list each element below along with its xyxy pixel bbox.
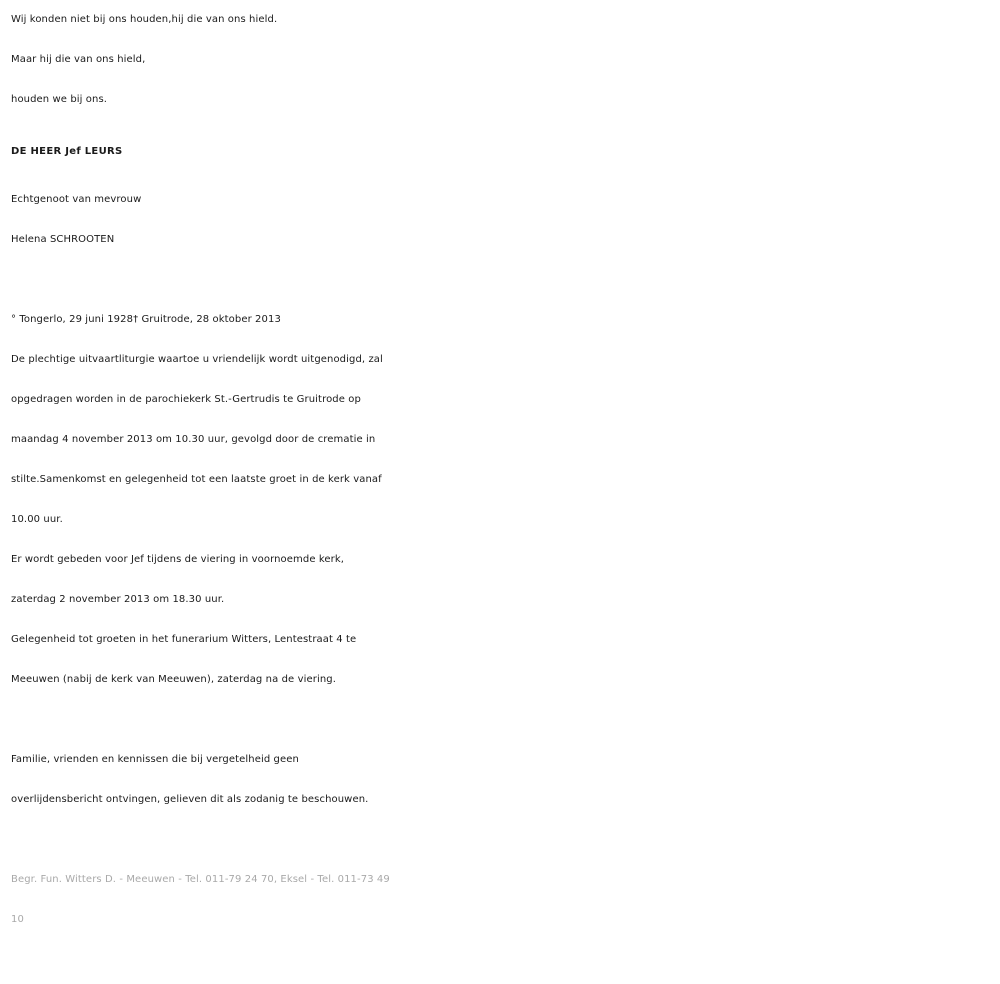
poem-line-2: Maar hij die van ons hield,: [11, 54, 146, 65]
spacer: [11, 700, 991, 740]
details-line: stilte.Samenkomst en gelegenheid tot een laatste groet in de kerk vanaf: [11, 474, 382, 485]
details-line: 10.00 uur.: [11, 514, 63, 525]
details-line: opgedragen worden in de parochiekerk St.-Gertrudis te Gruitrode op: [11, 394, 361, 405]
details-line: Er wordt gebeden voor Jef tijdens de viering in voornoemde kerk,: [11, 554, 345, 565]
details-line: De plechtige uitvaartliturgie waartoe u vriendelijk wordt uitgenodigd, zal: [11, 354, 383, 365]
spacer: [11, 820, 991, 860]
spouse-relation: Echtgenoot van mevrouw: [11, 194, 142, 205]
funeral-home-line-1: Begr. Fun. Witters D. - Meeuwen - Tel. 011-79 24 70, Eksel - Tel. 011-73 49: [11, 874, 390, 885]
birth-death-line: ° Tongerlo, 29 juni 1928† Gruitrode, 28 oktober 2013: [11, 314, 281, 325]
details-line: zaterdag 2 november 2013 om 18.30 uur.: [11, 594, 225, 605]
details-line: maandag 4 november 2013 om 10.30 uur, gevolgd door de crematie in: [11, 434, 376, 445]
poem-line-3: houden we bij ons.: [11, 94, 108, 105]
notice-line-1: Familie, vrienden en kennissen die bij vergetelheid geen: [11, 754, 299, 765]
notice-line-2: overlijdensbericht ontvingen, gelieven dit als zodanig te beschouwen.: [11, 794, 369, 805]
deceased-name: DE HEER Jef LEURS: [11, 146, 123, 157]
details-line: Meeuwen (nabij de kerk van Meeuwen), zaterdag na de viering.: [11, 674, 336, 685]
poem-line-1: Wij konden niet bij ons houden,hij die van ons hield.: [11, 14, 278, 25]
spacer: [11, 260, 991, 300]
funeral-home-line-2: 10: [11, 914, 24, 925]
details-line: Gelegenheid tot groeten in het funerarium Witters, Lentestraat 4 te: [11, 634, 357, 645]
spouse-name: Helena SCHROOTEN: [11, 234, 115, 245]
obituary-notice: [11, 0, 991, 940]
